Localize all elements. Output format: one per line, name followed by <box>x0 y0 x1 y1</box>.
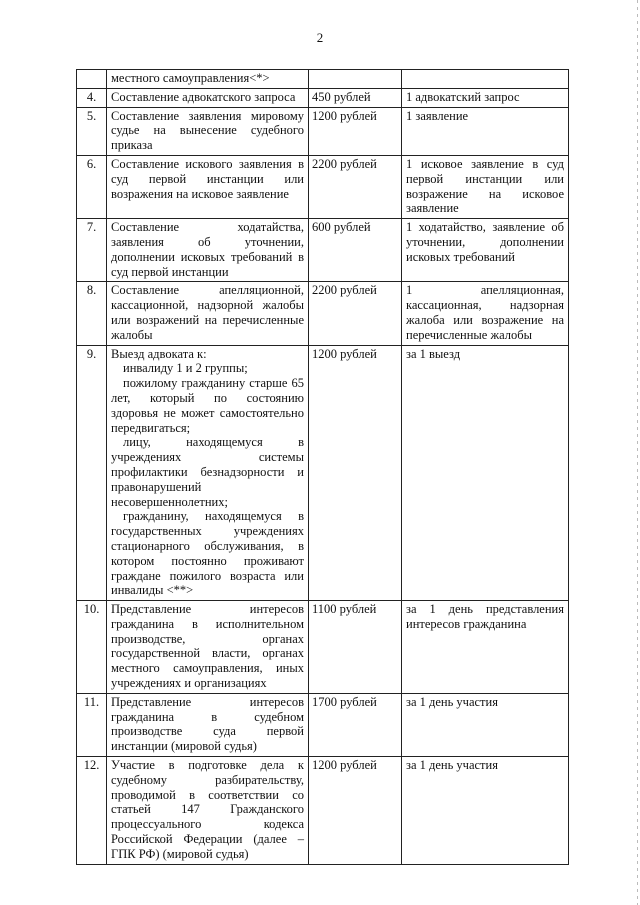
service-unit: за 1 день участия <box>402 757 569 865</box>
row-number: 11. <box>77 693 107 756</box>
fee-table <box>76 69 569 865</box>
service-unit: 1 исковое заявление в суд первой инстанции или возражение на исковое заявление <box>402 155 569 218</box>
service-unit: 1 апелляционная, кассационная, надзорная жалоба или возражение на перечисленные жалобы <box>402 282 569 345</box>
service-description: Представление интересов гражданина в судебном производстве суда первой инстанции (мировой судья) <box>107 693 309 756</box>
service-description: Составление адвокатского запроса <box>107 88 309 107</box>
service-description-intro: Выезд адвоката к: <box>111 346 207 361</box>
sub-item: гражданину, находящемуся в государственных учреждениях стационарного обслуживания, в котором постоянно проживают граждане пожилого возраста или инвалиды <**> <box>111 509 304 598</box>
service-description: Участие в подготовке дела к судебному разбирательству, проводимой в соответствии со статьей 147 Гражданского процессуального кодекса Российской Федерации (далее – ГПК РФ) (мировой судья) <box>107 757 309 865</box>
row-number: 12. <box>77 757 107 865</box>
table-row <box>77 219 569 282</box>
row-number: 4. <box>77 88 107 107</box>
service-unit: 1 адвокатский запрос <box>402 88 569 107</box>
table-row <box>77 345 569 601</box>
service-unit: за 1 день участия <box>402 693 569 756</box>
row-number: 9. <box>77 345 107 601</box>
table-row <box>77 693 569 756</box>
table-row <box>77 757 569 865</box>
table-row <box>77 107 569 155</box>
sub-item: лицу, находящемуся в учреждениях системы профилактики безнадзорности и правонарушений несовершеннолетних; <box>111 435 304 509</box>
service-unit: за 1 выезд <box>402 345 569 601</box>
service-description: Составление заявления мировому судье на вынесение судебного приказа <box>107 107 309 155</box>
service-price: 1200 рублей <box>309 345 402 601</box>
page-number: 2 <box>316 30 324 45</box>
table-row <box>77 155 569 218</box>
service-unit: за 1 день представления интересов гражданина <box>402 601 569 694</box>
service-description: Составление апелляционной, кассационной, надзорной жалобы или возражений на перечисленные жалобы <box>107 282 309 345</box>
service-unit: 1 ходатайство, заявление об уточнении, дополнении исковых требований <box>402 219 569 282</box>
row-number: 10. <box>77 601 107 694</box>
row-number: 5. <box>77 107 107 155</box>
service-unit: 1 заявление <box>402 107 569 155</box>
row-number <box>77 70 107 89</box>
row-number: 8. <box>77 282 107 345</box>
table-row <box>77 601 569 694</box>
service-price <box>309 70 402 89</box>
service-price: 1200 рублей <box>309 107 402 155</box>
table-row <box>77 88 569 107</box>
service-price: 1200 рублей <box>309 757 402 865</box>
row-number: 7. <box>77 219 107 282</box>
service-description: Представление интересов гражданина в исполнительном производстве, органах государственной власти, органах местного самоуправления, иных учреждениях и организациях <box>107 601 309 694</box>
service-price: 450 рублей <box>309 88 402 107</box>
service-price: 1700 рублей <box>309 693 402 756</box>
sub-item: инвалиду 1 и 2 группы; <box>123 361 248 376</box>
service-unit <box>402 70 569 89</box>
service-description: Составление искового заявления в суд первой инстанции или возражения на исковое заявление <box>107 155 309 218</box>
service-price: 2200 рублей <box>309 155 402 218</box>
service-description: Составление ходатайства, заявления об уточнении, дополнении исковых требований в суд первой инстанции <box>107 219 309 282</box>
scan-edge <box>637 0 638 905</box>
service-price: 2200 рублей <box>309 282 402 345</box>
table-row <box>77 70 569 89</box>
service-description <box>107 345 309 601</box>
service-price: 600 рублей <box>309 219 402 282</box>
sub-item: пожилому гражданину старше 65 лет, который по состоянию здоровья не может самостоятельно передвигаться; <box>111 376 304 435</box>
row-number: 6. <box>77 155 107 218</box>
service-price: 1100 рублей <box>309 601 402 694</box>
service-description: местного самоуправления<*> <box>107 70 309 89</box>
table-row <box>77 282 569 345</box>
